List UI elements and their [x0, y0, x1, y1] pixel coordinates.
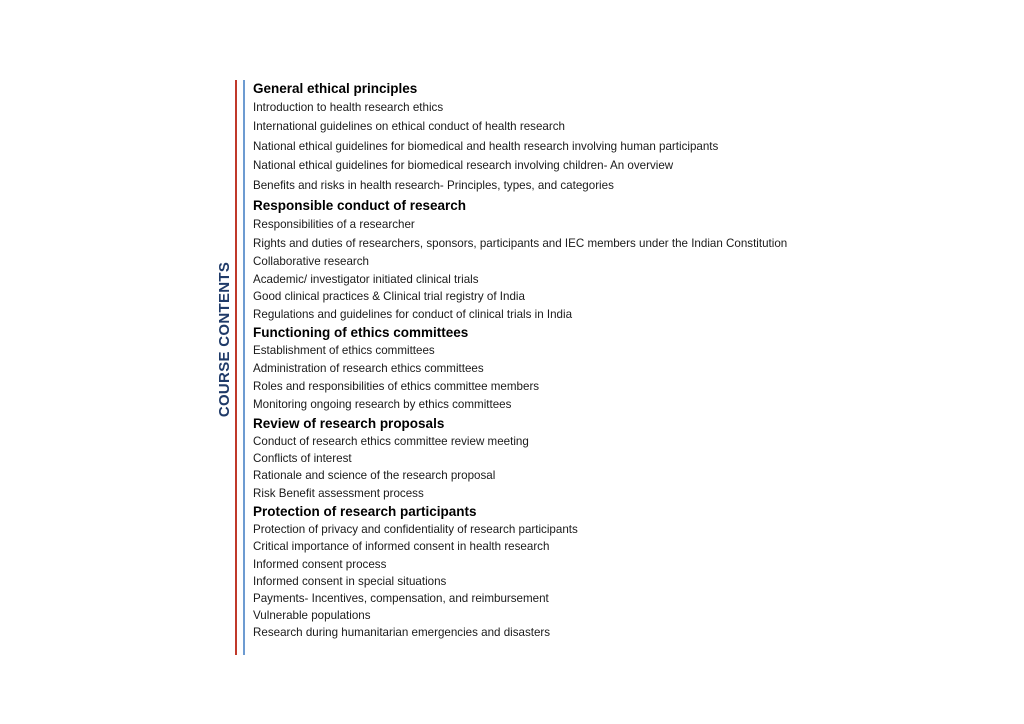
list-item: Regulations and guidelines for conduct of clinical trials in India: [253, 307, 573, 321]
section-heading: Protection of research participants: [253, 504, 477, 520]
list-item: Vulnerable populations: [253, 609, 371, 623]
list-item: Risk Benefit assessment process: [253, 486, 424, 500]
list-item: Introduction to health research ethics: [253, 101, 444, 114]
list-item: Protection of privacy and confidentiality of research participants: [253, 523, 578, 537]
list-item: Establishment of ethics committees: [253, 344, 435, 358]
list-item: Benefits and risks in health research- Principles, types, and categories: [253, 178, 614, 192]
list-item: National ethical guidelines for biomedical and health research involving human participants: [253, 139, 719, 153]
list-item: Collaborative research: [253, 255, 369, 269]
section-general-ethical-principles: [253, 79, 953, 195]
list-item: Payments- Incentives, compensation, and reimbursement: [253, 592, 549, 606]
list-item: Rationale and science of the research proposal: [253, 469, 496, 483]
list-item: Conflicts of interest: [253, 452, 352, 466]
course-content-list: [253, 79, 953, 642]
list-item: Responsibilities of a researcher: [253, 218, 415, 232]
section-heading: General ethical principles: [253, 81, 418, 96]
section-review-research-proposals: [253, 414, 953, 503]
section-heading: Responsible conduct of research: [253, 198, 467, 214]
list-item: Academic/ investigator initiated clinical trials: [253, 272, 479, 286]
section-functioning-ethics-committees: [253, 323, 953, 413]
list-item: International guidelines on ethical conduct of health research: [253, 120, 565, 134]
list-item: National ethical guidelines for biomedical research involving children- An overview: [253, 159, 674, 173]
list-item: Roles and responsibilities of ethics committee members: [253, 380, 540, 394]
red-vertical-rule: [235, 80, 237, 655]
blue-vertical-rule: [243, 80, 245, 655]
section-heading: Review of research proposals: [253, 415, 445, 431]
list-item: Informed consent process: [253, 557, 387, 571]
list-item: Good clinical practices & Clinical trial registry of India: [253, 290, 525, 304]
list-item: Administration of research ethics committees: [253, 362, 484, 376]
list-item: Conduct of research ethics committee review meeting: [253, 434, 529, 448]
list-item: Informed consent in special situations: [253, 574, 447, 588]
side-title-text: COURSE CONTENTS: [216, 261, 234, 417]
list-item: Monitoring ongoing research by ethics committees: [253, 397, 512, 411]
list-item: Research during humanitarian emergencies and disasters: [253, 626, 551, 640]
section-responsible-conduct: [253, 196, 953, 323]
list-item: Rights and duties of researchers, sponsors, participants and IEC members under the Indian Constitution: [253, 237, 788, 251]
section-protection-research-participants: [253, 502, 953, 641]
section-heading: Functioning of ethics committees: [253, 325, 469, 341]
list-item: Critical importance of informed consent in health research: [253, 540, 550, 554]
